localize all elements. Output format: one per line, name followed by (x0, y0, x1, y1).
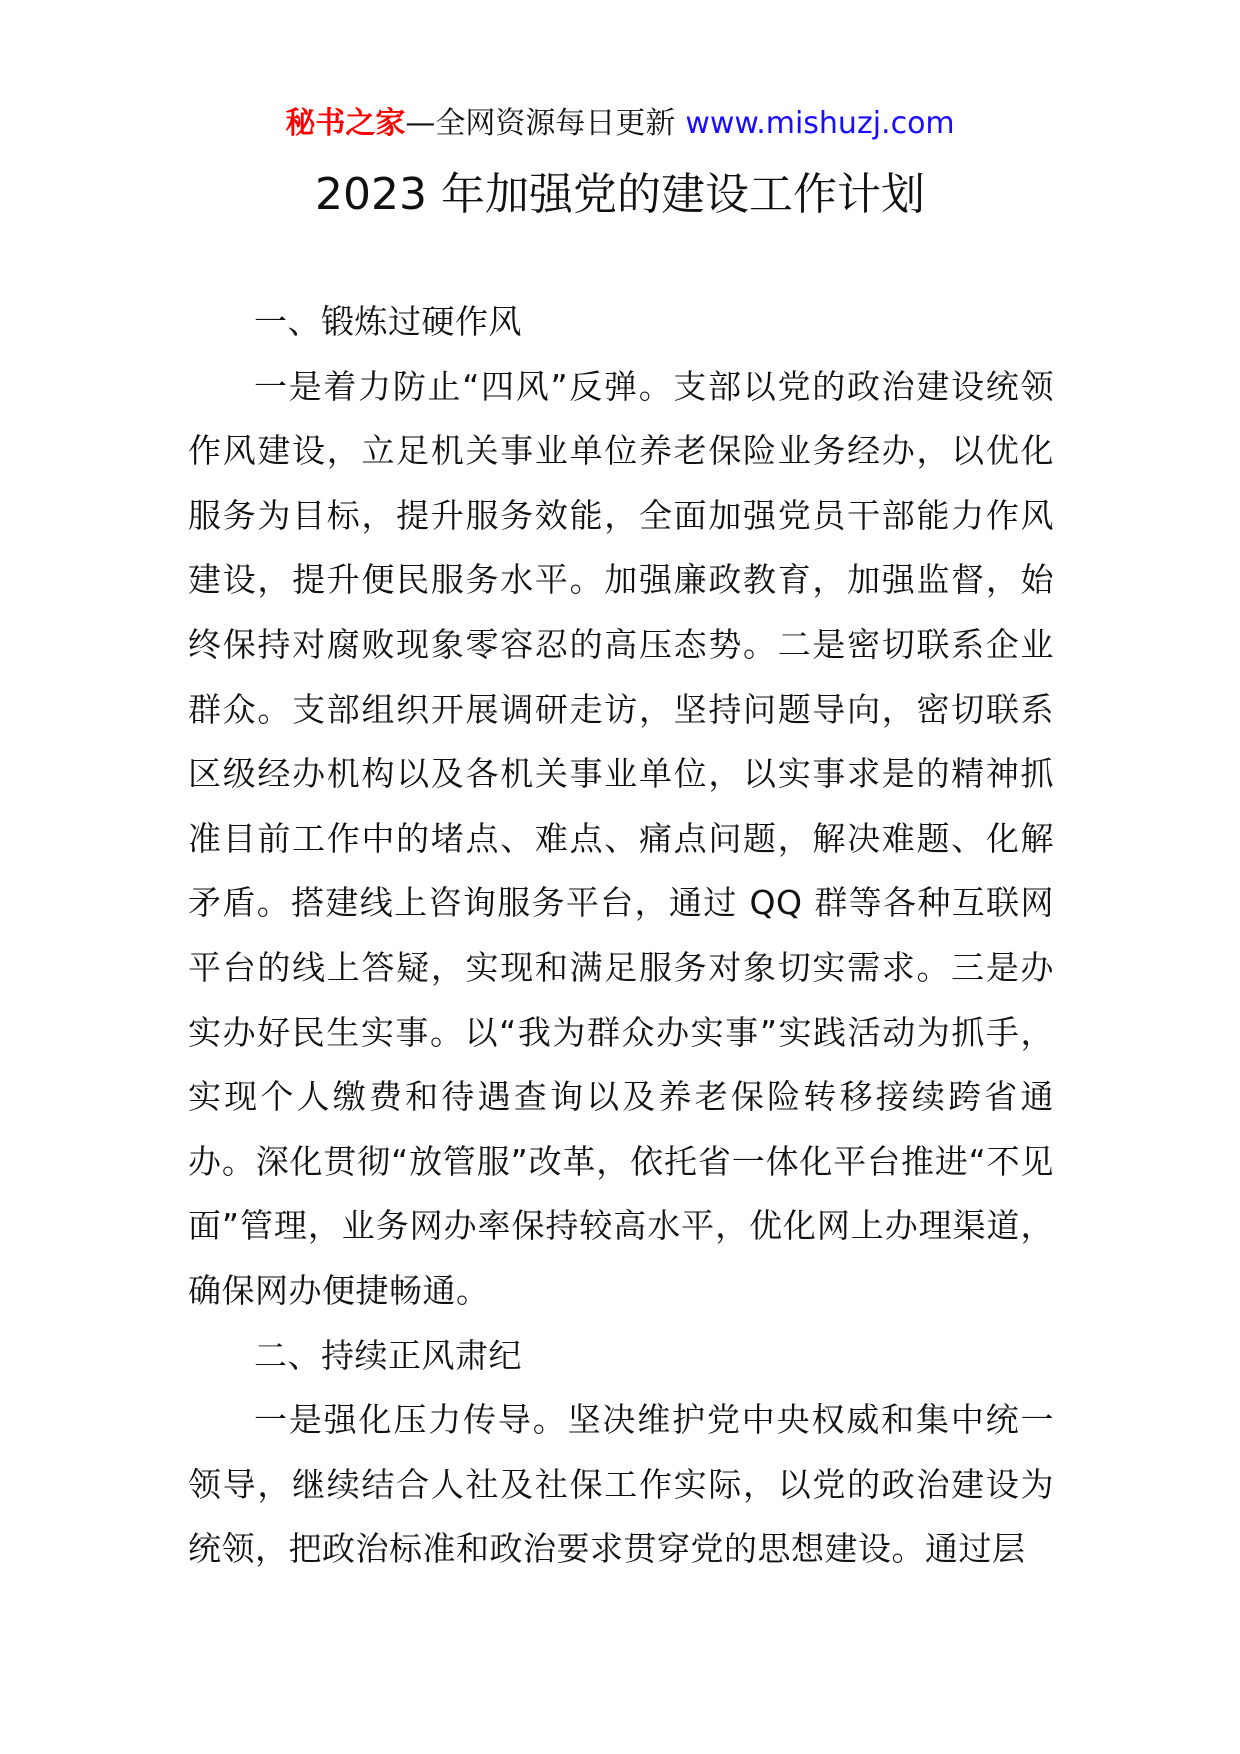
section-heading-1: 一、锻炼过硬作风 (254, 302, 522, 341)
site-name: 秘书之家 (285, 106, 406, 141)
section-heading-2: 二、持续正风肃纪 (254, 1335, 522, 1375)
section-paragraph-2: 一是强化压力传导。坚决维护党中央权威和集中统一领导，继续结合人社及社保工作实际，以党的政治建设为统领，把政治标准和政治要求贯穿党的思想建设。通过层 (188, 1400, 1054, 1569)
document-body (188, 290, 1054, 1582)
site-tagline: —全网资源每日更新 (405, 106, 676, 141)
document-title: 2023 年加强党的建设工作计划 (315, 169, 925, 220)
site-url-link[interactable]: www.mishuzj.com (685, 106, 955, 141)
site-header (0, 100, 1240, 148)
section-paragraph-1: 一是着力防止“四风”反弹。支部以党的政治建设统领作风建设，立足机关事业单位养老保险业务经办，以优化服务为目标，提升服务效能，全面加强党员干部能力作风建设，提升便民服务水平。加强廉政教育，加强监督，始终保持对腐败现象零容忍的高压态势。二是密切联系企业群众。支部组织开展调研走访，坚持问题导向，密切联系区级经办机构以及各机关事业单位，以实事求是的精神抓准目前工作中的堵点、难点、痛点问题，解决难题、化解矛盾。搭建线上咨询服务平台，通过 QQ 群等各种互联网平台的线上答疑，实现和满足服务对象切实需求。三是办实办好民生实事。以“我为群众办实事”实践活动为抓手，实现个人缴费和待遇查询以及养老保险转移接续跨省通办。深化贯彻“放管服”改革，依托省一体化平台推进“不见面”管理，业务网办率保持较高水平，优化网上办理渠道，确保网办便捷畅通。 (188, 366, 1054, 1310)
